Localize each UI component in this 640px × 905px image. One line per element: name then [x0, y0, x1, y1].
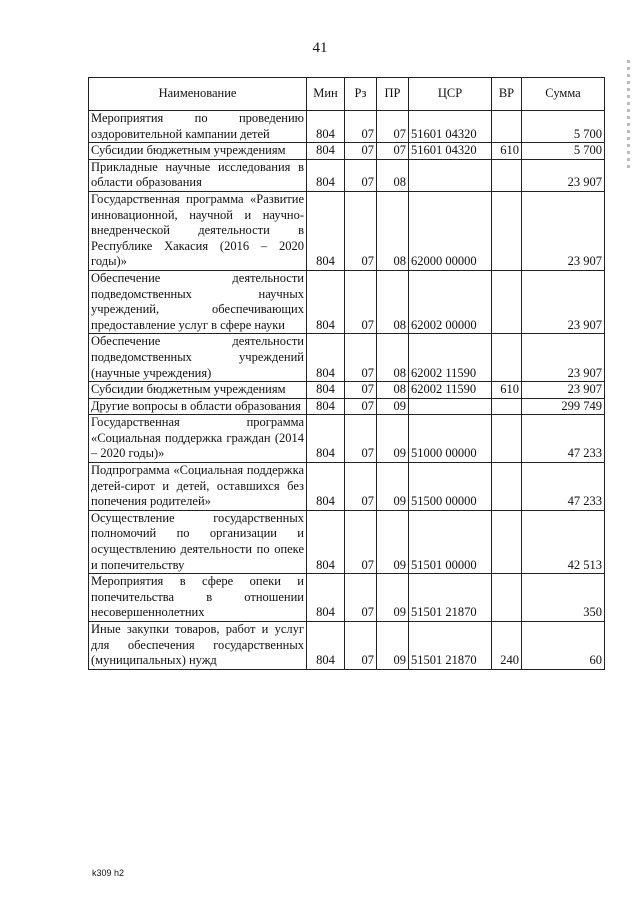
min-cell: 804 [307, 415, 345, 463]
csr-cell: 62002 00000 [409, 270, 492, 333]
min-cell: 804 [307, 510, 345, 573]
csr-cell: 51601 04320 [409, 111, 492, 143]
sum-cell: 23 907 [522, 334, 605, 382]
table-row [89, 574, 605, 622]
sum-cell: 23 907 [522, 191, 605, 270]
pr-cell: 08 [377, 191, 409, 270]
name-cell: Прикладные научные исследования в области образования [89, 159, 307, 191]
rz-cell: 07 [345, 270, 377, 333]
sum-cell: 23 907 [522, 159, 605, 191]
min-cell: 804 [307, 622, 345, 670]
budget-table [88, 77, 605, 670]
name-cell: Обеспечение деятельности подведомственных научных учреждений, обеспечивающих предоставление услуг в сфере науки [89, 270, 307, 333]
min-cell: 804 [307, 143, 345, 160]
min-cell: 804 [307, 159, 345, 191]
vr-cell [492, 191, 522, 270]
pr-cell: 09 [377, 574, 409, 622]
name-cell: Государственная программа «Социальная поддержка граждан (2014 – 2020 годы)» [89, 415, 307, 463]
pr-cell: 09 [377, 510, 409, 573]
name-cell: Субсидии бюджетным учреждениям [89, 382, 307, 399]
csr-cell: 51501 21870 [409, 574, 492, 622]
pr-cell: 09 [377, 463, 409, 511]
vr-cell [492, 574, 522, 622]
vr-cell: 610 [492, 382, 522, 399]
name-cell: Государственная программа «Развитие инновационной, научной и научно-внедренческой деятельности в Республике Хакасия (2016 – 2020 годы)» [89, 191, 307, 270]
rz-cell: 07 [345, 111, 377, 143]
rz-cell: 07 [345, 159, 377, 191]
pr-cell: 08 [377, 334, 409, 382]
name-cell: Субсидии бюджетным учреждениям [89, 143, 307, 160]
table-row [89, 382, 605, 399]
pr-cell: 09 [377, 622, 409, 670]
sum-cell: 47 233 [522, 463, 605, 511]
pr-cell: 08 [377, 382, 409, 399]
name-cell: Мероприятия по проведению оздоровительной кампании детей [89, 111, 307, 143]
min-cell: 804 [307, 334, 345, 382]
table-row [89, 334, 605, 382]
sum-cell: 23 907 [522, 270, 605, 333]
vr-cell [492, 463, 522, 511]
min-cell: 804 [307, 270, 345, 333]
rz-cell: 07 [345, 415, 377, 463]
sum-cell: 299 749 [522, 398, 605, 415]
header-sum: Сумма [522, 78, 605, 111]
min-cell: 804 [307, 111, 345, 143]
min-cell: 804 [307, 382, 345, 399]
table-header-row [89, 78, 605, 111]
header-min: Мин [307, 78, 345, 111]
rz-cell: 07 [345, 463, 377, 511]
csr-cell: 51601 04320 [409, 143, 492, 160]
vr-cell [492, 159, 522, 191]
name-cell: Подпрограмма «Социальная поддержка детей-сирот и детей, оставшихся без попечения родителей» [89, 463, 307, 511]
rz-cell: 07 [345, 191, 377, 270]
name-cell: Обеспечение деятельности подведомственных учреждений (научные учреждения) [89, 334, 307, 382]
vr-cell [492, 398, 522, 415]
header-vr: ВР [492, 78, 522, 111]
csr-cell: 51501 00000 [409, 510, 492, 573]
rz-cell: 07 [345, 398, 377, 415]
table-row [89, 510, 605, 573]
sum-cell: 23 907 [522, 382, 605, 399]
rz-cell: 07 [345, 382, 377, 399]
header-name: Наименование [89, 78, 307, 111]
vr-cell [492, 270, 522, 333]
header-rz: Рз [345, 78, 377, 111]
min-cell: 804 [307, 574, 345, 622]
pr-cell: 08 [377, 159, 409, 191]
name-cell: Мероприятия в сфере опеки и попечительства в отношении несовершеннолетних [89, 574, 307, 622]
margin-mark [627, 60, 630, 170]
table-row [89, 415, 605, 463]
table-row [89, 398, 605, 415]
csr-cell: 62000 00000 [409, 191, 492, 270]
table-row [89, 111, 605, 143]
csr-cell: 62002 11590 [409, 382, 492, 399]
sum-cell: 350 [522, 574, 605, 622]
page-number: 41 [312, 40, 328, 56]
pr-cell: 09 [377, 415, 409, 463]
csr-cell: 62002 11590 [409, 334, 492, 382]
sum-cell: 42 513 [522, 510, 605, 573]
csr-cell [409, 398, 492, 415]
vr-cell: 610 [492, 143, 522, 160]
min-cell: 804 [307, 191, 345, 270]
header-csr: ЦСР [409, 78, 492, 111]
table-body [89, 111, 605, 670]
table-row [89, 143, 605, 160]
name-cell: Осуществление государственных полномочий по организации и осуществлению деятельности по опеке и попечительству [89, 510, 307, 573]
header-pr: ПР [377, 78, 409, 111]
sum-cell: 47 233 [522, 415, 605, 463]
name-cell: Другие вопросы в области образования [89, 398, 307, 415]
name-cell: Иные закупки товаров, работ и услуг для обеспечения государственных (муниципальных) нужд [89, 622, 307, 670]
csr-cell: 51500 00000 [409, 463, 492, 511]
rz-cell: 07 [345, 510, 377, 573]
rz-cell: 07 [345, 574, 377, 622]
sum-cell: 5 700 [522, 143, 605, 160]
pr-cell: 08 [377, 270, 409, 333]
vr-cell [492, 334, 522, 382]
footer-code: k309 h2 [92, 868, 125, 878]
csr-cell [409, 159, 492, 191]
table-row [89, 463, 605, 511]
pr-cell: 07 [377, 143, 409, 160]
table-row [89, 622, 605, 670]
csr-cell: 51000 00000 [409, 415, 492, 463]
min-cell: 804 [307, 398, 345, 415]
csr-cell: 51501 21870 [409, 622, 492, 670]
rz-cell: 07 [345, 622, 377, 670]
sum-cell: 60 [522, 622, 605, 670]
table-row [89, 159, 605, 191]
pr-cell: 09 [377, 398, 409, 415]
vr-cell [492, 111, 522, 143]
vr-cell [492, 415, 522, 463]
min-cell: 804 [307, 463, 345, 511]
rz-cell: 07 [345, 143, 377, 160]
vr-cell [492, 510, 522, 573]
rz-cell: 07 [345, 334, 377, 382]
table-row [89, 270, 605, 333]
vr-cell: 240 [492, 622, 522, 670]
pr-cell: 07 [377, 111, 409, 143]
sum-cell: 5 700 [522, 111, 605, 143]
table-row [89, 191, 605, 270]
